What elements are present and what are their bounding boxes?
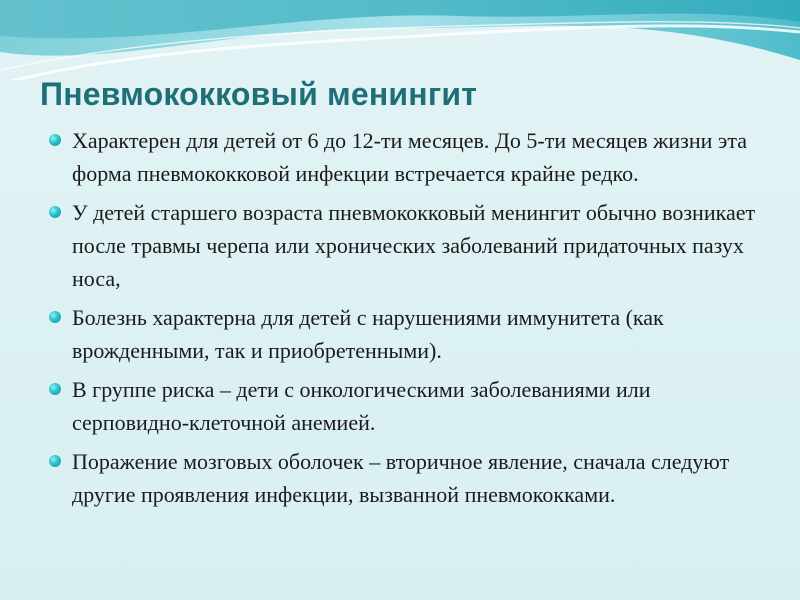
bullet-dot-icon	[49, 134, 61, 146]
bullet-text: Поражение мозговых оболочек – вторичное явление, сначала следуют другие проявления инфекции, вызванной пневмококками.	[72, 449, 730, 507]
bullet-list	[48, 124, 768, 517]
bullet-dot-icon	[49, 206, 61, 218]
bullet-text: У детей старшего возраста пневмококковый менингит обычно возникает после травмы черепа или хронических заболеваний придаточных пазух носа,	[72, 200, 756, 291]
bullet-text: Болезнь характерна для детей с нарушениями иммунитета (как врожденными, так и приобретенными).	[72, 305, 664, 363]
bullet-text: В группе риска – дети с онкологическими заболеваниями или серповидно-клеточной анемией.	[72, 377, 651, 435]
bullet-item	[48, 445, 768, 511]
wave-header-decoration	[0, 0, 800, 80]
bullet-item	[48, 124, 768, 190]
bullet-text: Характерен для детей от 6 до 12-ти месяцев. До 5-ти месяцев жизни эта форма пневмококковой инфекции встречается крайне редко.	[72, 128, 747, 186]
bullet-dot-icon	[49, 455, 61, 467]
bullet-item	[48, 196, 768, 295]
bullet-dot-icon	[49, 383, 61, 395]
bullet-item	[48, 301, 768, 367]
slide-title: Пневмококковый менингит	[40, 76, 478, 112]
bullet-item	[48, 373, 768, 439]
bullet-dot-icon	[49, 311, 61, 323]
